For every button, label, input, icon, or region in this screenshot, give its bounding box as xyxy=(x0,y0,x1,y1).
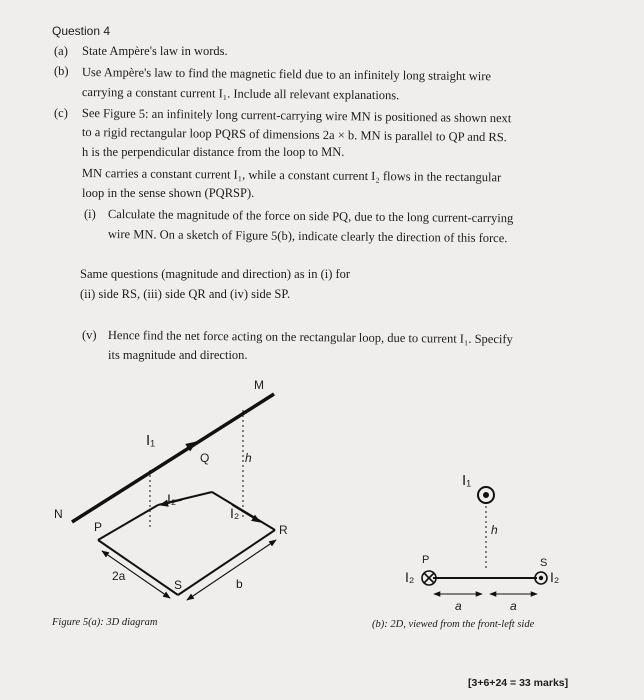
label-2a: 2a xyxy=(112,569,126,583)
figure-5b-caption: (b): 2D, viewed from the front-left side xyxy=(372,619,535,630)
part-b-line2: carrying a constant current I₁. Include all relevant explanations. xyxy=(81,85,400,103)
part-a-label: (a) xyxy=(54,44,68,58)
figure-5b xyxy=(422,487,547,594)
sub-v-line2: its magnitude and direction. xyxy=(108,348,248,362)
marks-total: [3+6+24 = 33 marks] xyxy=(468,677,569,689)
side-s-dot xyxy=(539,576,543,580)
loop-side-pq-lower xyxy=(98,505,158,540)
part-b-label: (b) xyxy=(54,64,69,78)
loop-side-sr xyxy=(178,530,275,595)
dim-b-line xyxy=(187,540,276,600)
label-h-a: h xyxy=(245,451,252,465)
label-a-left: a xyxy=(455,599,462,613)
label-m: M xyxy=(254,378,264,392)
sub-i-line1: Calculate the magnitude of the force on side PQ, due to the long current-carrying xyxy=(107,207,514,226)
label-q: Q xyxy=(200,451,210,465)
figure-5a-caption: Figure 5(a): 3D diagram xyxy=(52,617,158,628)
part-c-line2: to a rigid rectangular loop PQRS of dimensions 2a × b. MN is parallel to QP and RS. xyxy=(81,125,507,145)
sub-i-line2: wire MN. On a sketch of Figure 5(b), indicate clearly the direction of this force. xyxy=(107,227,508,246)
sub-v-label: (v) xyxy=(82,328,97,342)
label-r-a: R xyxy=(279,523,288,537)
label-s-a: S xyxy=(174,578,183,592)
label-h-b: h xyxy=(491,523,498,537)
label-a-right: a xyxy=(510,599,517,613)
same-questions-line1: Same questions (magnitude and direction) as in (i) for xyxy=(80,267,351,281)
sub-v-line1: Hence find the net force acting on the rectangular loop, due to current I₁. Specify xyxy=(107,328,513,347)
label-p-a: P xyxy=(94,520,103,534)
part-c-line1: See Figure 5: an infinitely long current-carrying wire MN is positioned as shown next xyxy=(81,106,512,126)
question-title: Question 4 xyxy=(52,24,111,38)
label-b: b xyxy=(236,577,243,591)
label-i2-right-a: I₂ xyxy=(230,505,240,521)
sub-i-label: (i) xyxy=(84,207,96,221)
label-p-b: P xyxy=(422,554,430,566)
wire-i1-dot xyxy=(483,492,489,498)
label-i2-left-b: I₂ xyxy=(405,569,415,585)
part-c-label: (c) xyxy=(54,106,68,120)
label-i1-a: I₁ xyxy=(146,432,156,449)
part-b-line1: Use Ampère's law to find the magnetic field due to an infinitely long straight wire xyxy=(81,65,492,84)
part-c-line3: h is the perpendicular distance from the loop to MN. xyxy=(82,145,345,159)
label-s-b: S xyxy=(540,557,548,569)
label-n: N xyxy=(54,507,63,521)
part-a-text: State Ampère's law in words. xyxy=(82,44,228,58)
part-c-line4: MN carries a constant current I₁, while a constant current I₂ flows in the rectangular xyxy=(81,166,502,185)
label-i2-right-b: I₂ xyxy=(550,569,560,585)
current-i1-arrow xyxy=(165,442,196,463)
part-c-line5: loop in the sense shown (PQRSP). xyxy=(82,186,255,200)
same-questions-line2: (ii) side RS, (iii) side QR and (iv) side SP. xyxy=(80,287,291,301)
loop-side-ps xyxy=(98,540,178,595)
label-i1-b: I₁ xyxy=(462,472,472,489)
label-i2-left-a: I₂ xyxy=(167,491,177,507)
